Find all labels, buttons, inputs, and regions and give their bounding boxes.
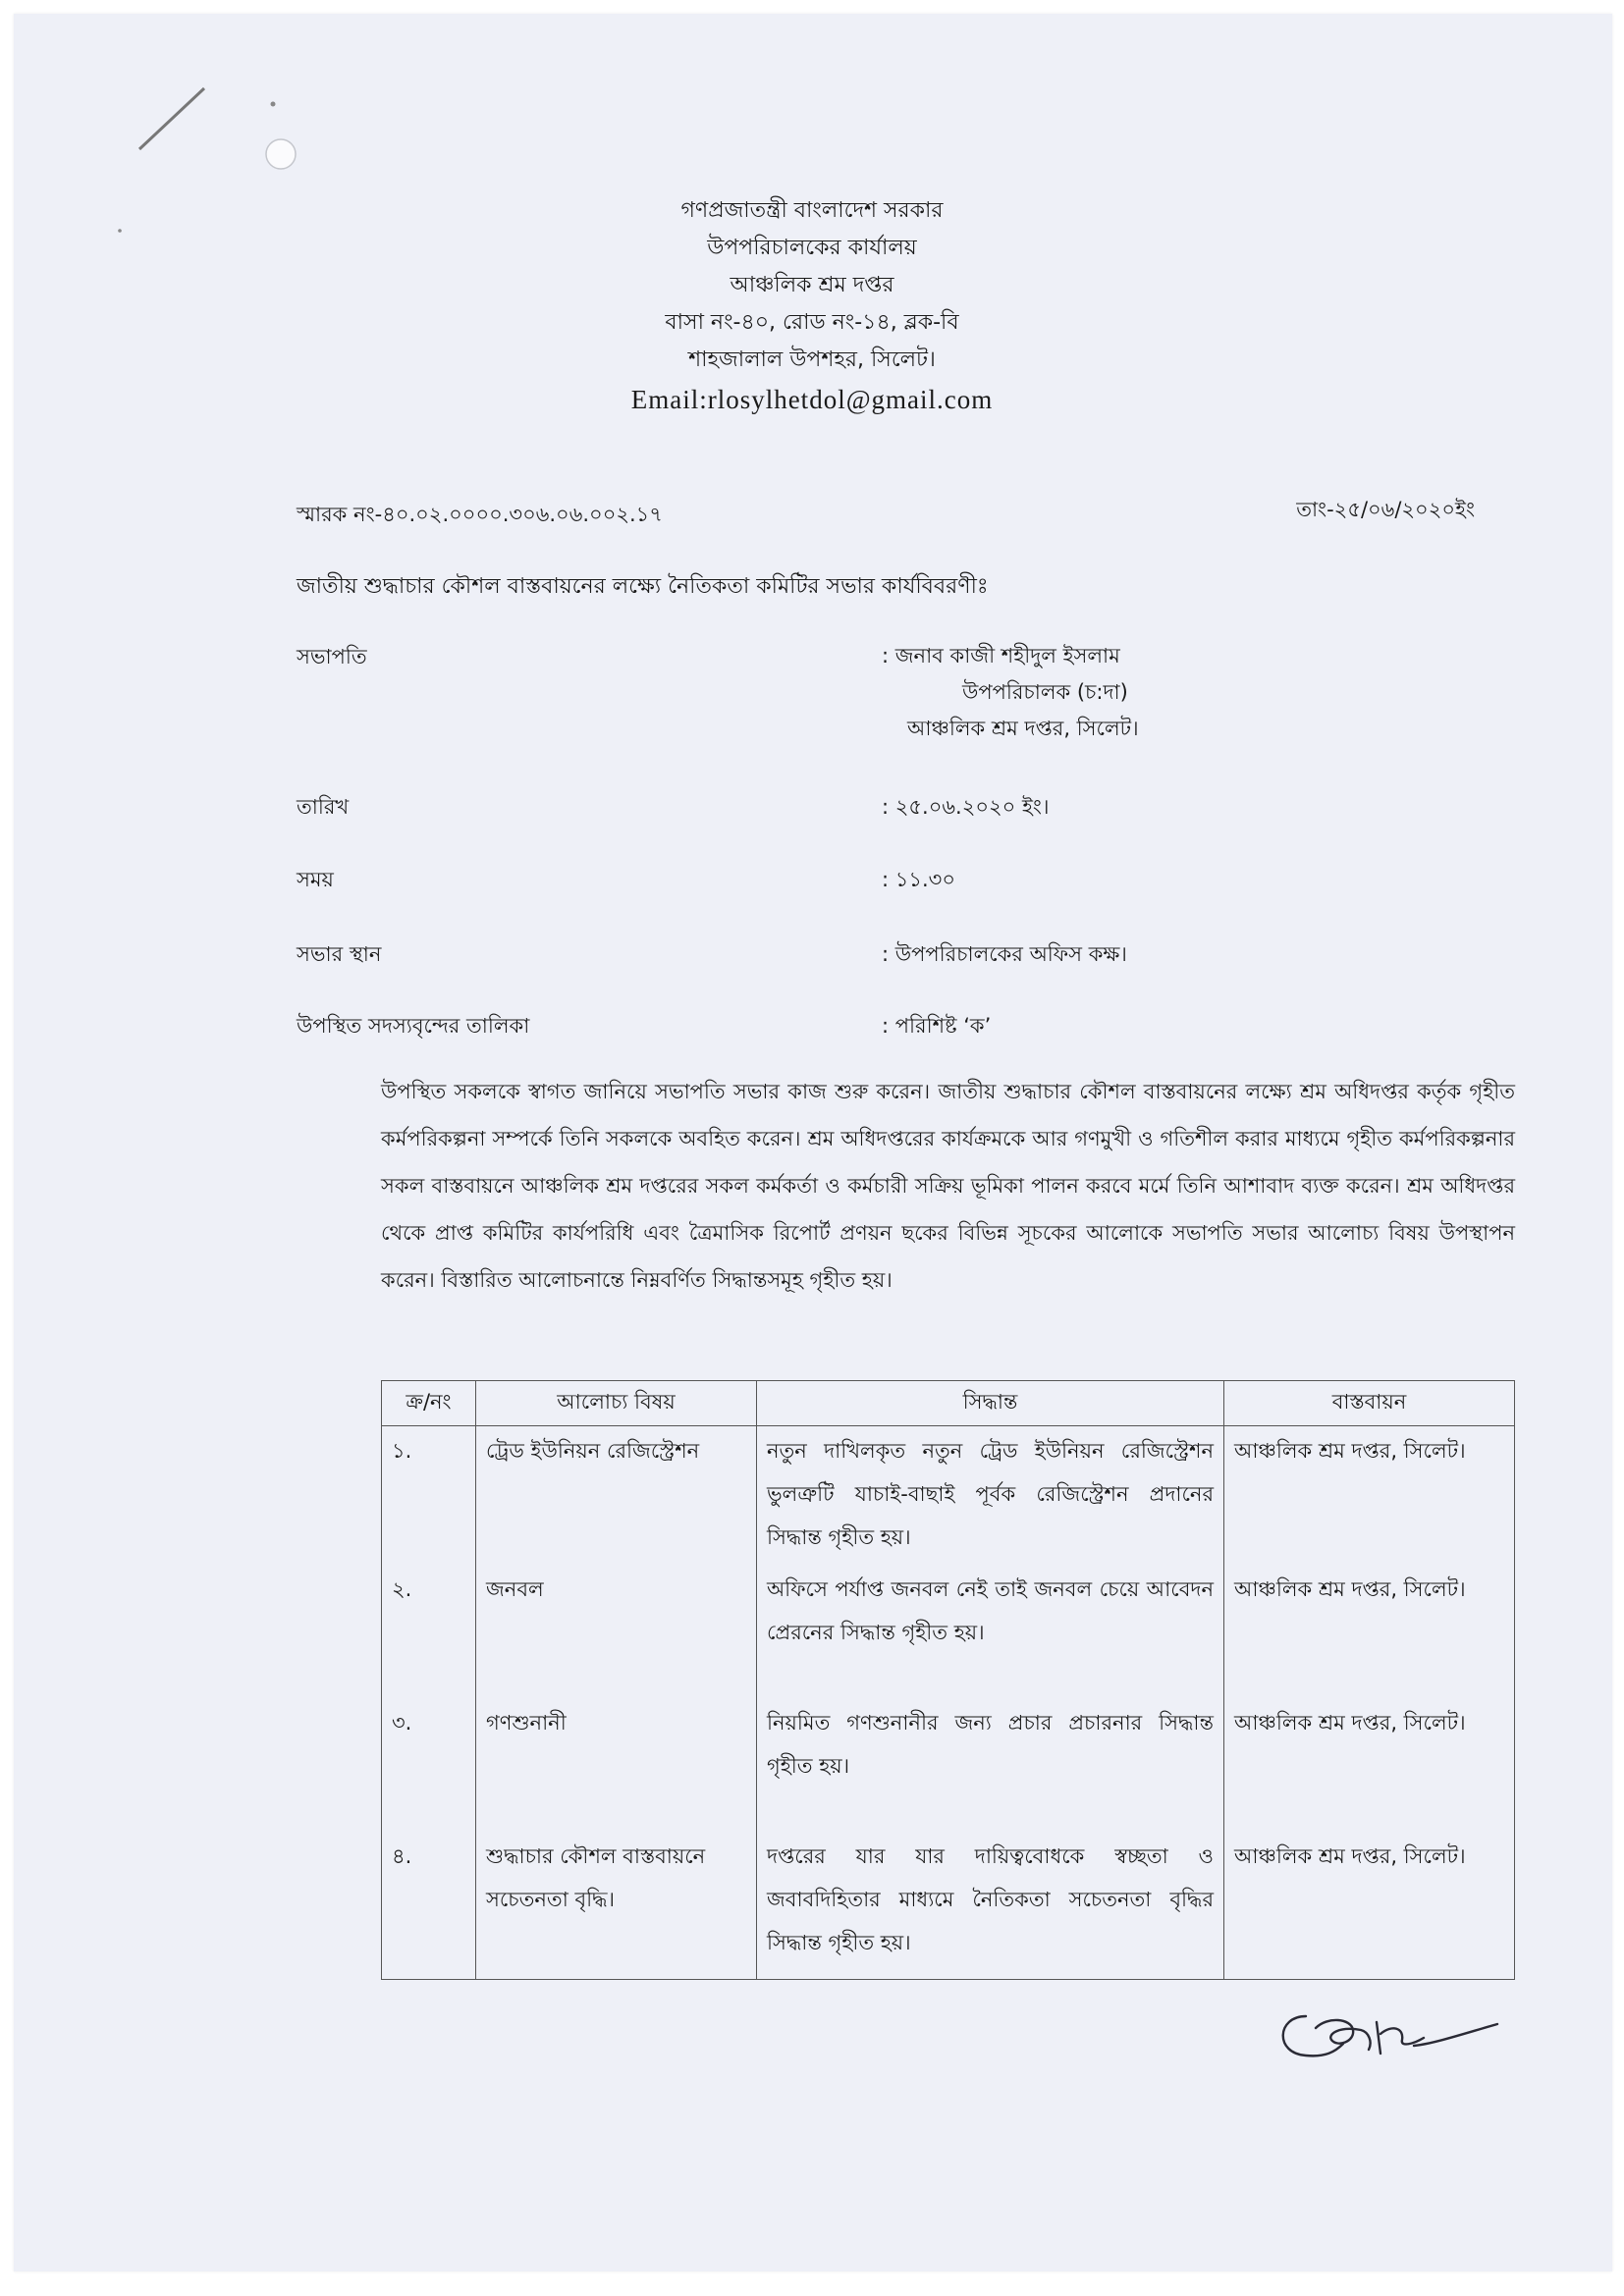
address-area: শাহজালাল উপশহর, সিলেট। xyxy=(688,347,936,372)
row-decision: অফিসে পর্যাপ্ত জনবল নেই তাই জনবল চেয়ে আবেদন প্রেরনের সিদ্ধান্ত গৃহীত হয়। xyxy=(757,1565,1224,1698)
office-name: উপপরিচালকের কার্যালয় xyxy=(707,236,917,260)
memo-date: তাং-২৫/০৬/২০২০ইং xyxy=(1296,498,1475,521)
row-topic: জনবল xyxy=(476,1565,757,1698)
department-name: আঞ্চলিক শ্রম দপ্তর xyxy=(730,273,894,297)
chair-label: সভাপতি xyxy=(297,645,367,668)
date-value: : ২৫.০৬.২০২০ ইং। xyxy=(882,795,1050,819)
office-email: Email:rlosylhetdol@gmail.com xyxy=(630,385,994,414)
venue-label: সভার স্থান xyxy=(297,942,382,966)
header-topic: আলোচ্য বিষয় xyxy=(476,1381,757,1426)
row-serial: ৩. xyxy=(382,1698,476,1832)
office-header xyxy=(0,192,1624,418)
header-decision: সিদ্ধান্ত xyxy=(757,1381,1224,1426)
header-serial: ক্র/নং xyxy=(382,1381,476,1426)
row-implementation: আঞ্চলিক শ্রম দপ্তর, সিলেট। xyxy=(1224,1832,1515,1979)
memo-reference: স্মারক নং-৪০.০২.০০০০.৩০৬.০৬.০০২.১৭ xyxy=(297,503,663,526)
table-row xyxy=(382,1565,1515,1698)
attendees-label: উপস্থিত সদস্যবৃন্দের তালিকা xyxy=(297,1014,530,1038)
table-header-row xyxy=(382,1381,1515,1426)
dot-mark xyxy=(271,102,276,107)
table-row xyxy=(382,1832,1515,1979)
chair-details xyxy=(882,638,1139,747)
meeting-subject: জাতীয় শুদ্ধাচার কৌশল বাস্তবায়নের লক্ষ্যে নৈতিকতা কমিটির সভার কার্যবিবরণীঃ xyxy=(297,574,989,599)
row-implementation: আঞ্চলিক শ্রম দপ্তর, সিলেট। xyxy=(1224,1698,1515,1832)
pen-stroke-mark xyxy=(139,88,204,149)
chair-designation: উপপরিচালক (চ:দা) xyxy=(962,680,1128,704)
date-label: তারিখ xyxy=(297,795,350,819)
row-decision: নিয়মিত গণশুনানীর জন্য প্রচার প্রচারনার সিদ্ধান্ত গৃহীত হয়। xyxy=(757,1698,1224,1832)
row-decision: দপ্তরের যার যার দায়িত্ববোধকে স্বচ্ছতা ও জবাবদিহিতার মাধ্যমে নৈতিকতা সচেতনতা বৃদ্ধির সিদ্ধান্ত গৃহীত হয়। xyxy=(757,1832,1224,1979)
row-serial: ২. xyxy=(382,1565,476,1698)
header-implementation: বাস্তবায়ন xyxy=(1224,1381,1515,1426)
attendees-value: : পরিশিষ্ট ‘ক’ xyxy=(882,1014,992,1038)
time-label: সময় xyxy=(297,868,334,891)
row-serial: ৪. xyxy=(382,1832,476,1979)
table-row xyxy=(382,1426,1515,1566)
row-topic: শুদ্ধাচার কৌশল বাস্তবায়নে সচেতনতা বৃদ্ধি। xyxy=(476,1832,757,1979)
chair-name: : জনাব কাজী শহীদুল ইসলাম xyxy=(882,644,1120,667)
row-serial: ১. xyxy=(382,1426,476,1566)
govt-name: গণপ্রজাতন্ত্রী বাংলাদেশ সরকার xyxy=(680,198,944,223)
row-topic: গণশুনানী xyxy=(476,1698,757,1832)
venue-value: : উপপরিচালকের অফিস কক্ষ। xyxy=(882,942,1127,966)
address-line: বাসা নং-৪০, রোড নং-১৪, ব্লক-বি xyxy=(665,310,959,335)
row-implementation: আঞ্চলিক শ্রম দপ্তর, সিলেট। xyxy=(1224,1565,1515,1698)
decisions-table xyxy=(381,1380,1515,1980)
meeting-summary-paragraph: উপস্থিত সকলকে স্বাগত জানিয়ে সভাপতি সভার কাজ শুরু করেন। জাতীয় শুদ্ধাচার কৌশল বাস্তবায়নের লক্ষ্যে শ্রম অধিদপ্তর কর্তৃক গৃহীত কর্মপরিকল্পনা সম্পর্কে তিনি সকলকে অবহিত করেন। শ্রম অধিদপ্তরের কার্যক্রমকে আর গণমুখী ও গতিশীল করার মাধ্যমে গৃহীত কর্মপরিকল্পনার সকল বাস্তবায়নে আঞ্চলিক শ্রম দপ্তরের সকল কর্মকর্তা ও কর্মচারী সক্রিয় ভূমিকা পালন করবে মর্মে তিনি আশাবাদ ব্যক্ত করেন। শ্রম অধিদপ্তর থেকে প্রাপ্ত কমিটির কার্যপরিধি এবং ত্রৈমাসিক রিপোর্ট প্রণয়ন ছকের বিভিন্ন সূচকের আলোকে সভাপতি সভার আলোচ্য বিষয় উপস্থাপন করেন। বিস্তারিত আলোচনান্তে নিম্নবর্ণিত সিদ্ধান্তসমূহ গৃহীত হয়। xyxy=(381,1080,1515,1292)
handwritten-signature xyxy=(1267,1995,1532,2073)
time-value: : ১১.৩০ xyxy=(882,868,955,891)
row-topic: ট্রেড ইউনিয়ন রেজিস্ট্রেশন xyxy=(476,1426,757,1566)
row-decision: নতুন দাখিলকৃত নতুন ট্রেড ইউনিয়ন রেজিস্ট্রেশন ভুলত্রুটি যাচাই-বাছাই পূর্বক রেজিস্ট্রেশন প্রদানের সিদ্ধান্ত গৃহীত হয়। xyxy=(757,1426,1224,1566)
punch-hole xyxy=(266,139,296,169)
table-row xyxy=(382,1698,1515,1832)
chair-office: আঞ্চলিক শ্রম দপ্তর, সিলেট। xyxy=(907,717,1139,740)
row-implementation: আঞ্চলিক শ্রম দপ্তর, সিলেট। xyxy=(1224,1426,1515,1566)
